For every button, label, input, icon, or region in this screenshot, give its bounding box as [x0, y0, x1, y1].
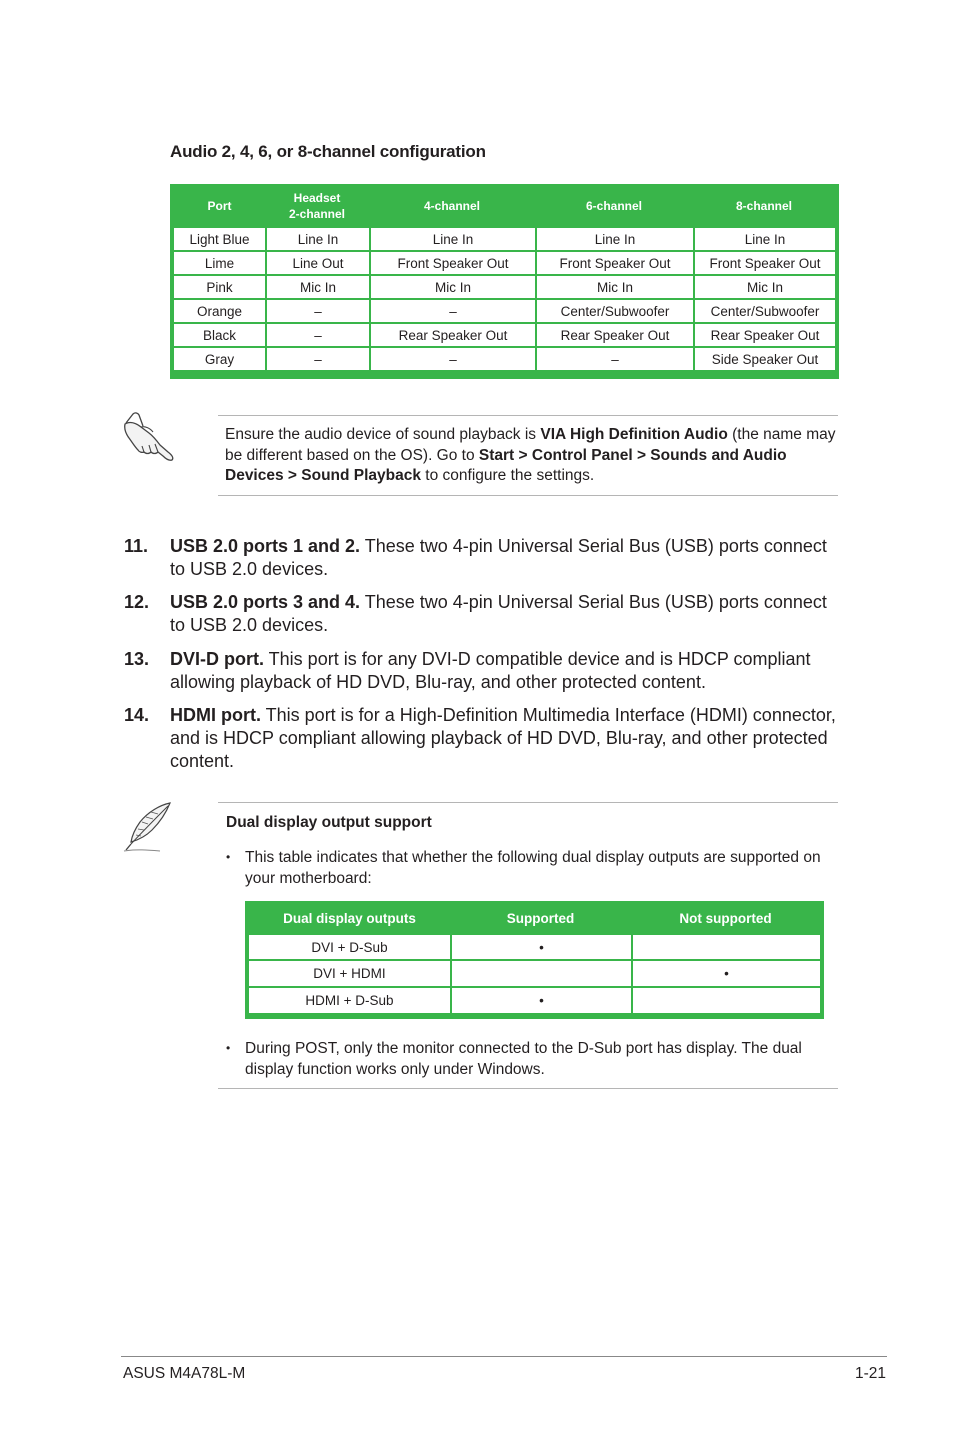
item-number: 11.	[124, 536, 149, 556]
bullet-dot: •	[226, 850, 231, 864]
table-row	[174, 322, 835, 346]
table-cell: Center/Subwoofer	[535, 298, 693, 322]
table-row	[174, 228, 835, 250]
note2-top-rule	[218, 802, 838, 803]
table-row	[249, 986, 820, 1013]
note1-top-rule	[218, 415, 838, 416]
item-number: 14.	[124, 705, 150, 725]
header-dual-outputs: Dual display outputs	[283, 910, 416, 926]
table-cell: Mic In	[535, 274, 693, 298]
table-cell	[450, 959, 631, 986]
item-text: This port is for a High-Definition Multimedia Interface (HDMI) connector, and is HDCP compliant allowing playback of HD DVD, Blu-ray, and other protected content.	[170, 705, 836, 771]
item-text: These two 4-pin Universal Serial Bus (USB) ports connect to USB 2.0 devices.	[170, 592, 827, 635]
note2-bottom-rule	[218, 1088, 838, 1089]
dual-table-header	[249, 901, 820, 935]
table-cell: –	[369, 346, 535, 370]
table-cell: DVI + D-Sub	[249, 935, 450, 959]
table-cell: Black	[174, 322, 265, 346]
table-cell: •	[450, 986, 631, 1013]
table-cell: Orange	[174, 298, 265, 322]
table-cell: Front Speaker Out	[693, 250, 835, 274]
table-cell: Mic In	[369, 274, 535, 298]
note1-text: Ensure the audio device of sound playback is VIA High Definition Audio (the name may be different based on the OS). Go to Start > Control Panel > Sounds and Audio Devices > Sound Playback to configure the settings.	[225, 426, 836, 484]
table-cell: Line In	[535, 228, 693, 250]
header-8-channel: 8-channel	[735, 199, 792, 213]
table-cell: Front Speaker Out	[369, 250, 535, 274]
table-cell: DVI + HDMI	[249, 959, 450, 986]
table-cell: Front Speaker Out	[535, 250, 693, 274]
bullet-dot: •	[226, 1041, 231, 1055]
table-row	[174, 346, 835, 370]
table-cell: Mic In	[693, 274, 835, 298]
list-item	[124, 591, 838, 637]
note2-bullet-2	[226, 1038, 826, 1080]
table-cell: –	[265, 298, 369, 322]
table-cell: –	[265, 346, 369, 370]
bullet-text: During POST, only the monitor connected to the D-Sub port has display. The dual display function works only under Windows.	[245, 1040, 802, 1078]
section-title: Audio 2, 4, 6, or 8-channel configuration	[170, 142, 486, 161]
item-lead: USB 2.0 ports 3 and 4.	[170, 592, 361, 612]
audio-table-header	[174, 184, 835, 228]
header-headset: Headset 2-channel	[288, 191, 345, 221]
table-cell	[631, 986, 820, 1013]
table-cell: Lime	[174, 250, 265, 274]
table-cell: Side Speaker Out	[693, 346, 835, 370]
audio-config-table	[170, 184, 839, 379]
table-cell: –	[369, 298, 535, 322]
table-row	[174, 274, 835, 298]
list-item	[124, 648, 838, 694]
table-cell: Line In	[369, 228, 535, 250]
bullet-text: This table indicates that whether the following dual display outputs are supported on your motherboard:	[245, 849, 821, 887]
dual-display-table	[245, 901, 824, 1019]
list-item	[124, 535, 838, 581]
table-cell: Mic In	[265, 274, 369, 298]
table-cell: •	[631, 959, 820, 986]
table-cell	[631, 935, 820, 959]
table-cell: Center/Subwoofer	[693, 298, 835, 322]
table-cell: –	[265, 322, 369, 346]
table-cell: HDMI + D-Sub	[249, 986, 450, 1013]
header-supported: Supported	[506, 910, 575, 926]
table-cell: Light Blue	[174, 228, 265, 250]
item-lead: HDMI port.	[170, 705, 261, 725]
footer-page-number: 1-21	[854, 1365, 886, 1382]
list-item	[124, 704, 838, 773]
header-not-supported: Not supported	[679, 910, 772, 926]
table-cell: Pink	[174, 274, 265, 298]
pointing-hand-icon	[122, 410, 178, 462]
table-cell: Line In	[265, 228, 369, 250]
item-text: These two 4-pin Universal Serial Bus (USB) ports connect to USB 2.0 devices.	[170, 536, 827, 579]
table-cell: Gray	[174, 346, 265, 370]
item-number: 13.	[124, 649, 150, 669]
table-row	[174, 250, 835, 274]
footer-rule	[121, 1356, 887, 1357]
table-row	[249, 959, 820, 986]
feather-pen-icon	[122, 800, 174, 854]
header-port: Port	[207, 199, 232, 213]
table-cell: Rear Speaker Out	[535, 322, 693, 346]
table-cell: Line Out	[265, 250, 369, 274]
item-lead: USB 2.0 ports 1 and 2.	[170, 536, 361, 556]
footer-product-name: ASUS M4A78L-M	[123, 1365, 246, 1382]
note2-bullet-1	[226, 847, 826, 889]
item-number: 12.	[124, 592, 150, 612]
item-lead: DVI-D port.	[170, 649, 264, 669]
table-cell: Line In	[693, 228, 835, 250]
item-text: This port is for any DVI-D compatible device and is HDCP compliant allowing playback of HD DVD, Blu-ray, and other protected content.	[170, 649, 811, 692]
table-row	[174, 298, 835, 322]
header-6-channel: 6-channel	[585, 199, 642, 213]
header-4-channel: 4-channel	[423, 199, 480, 213]
table-row	[249, 935, 820, 959]
table-cell: –	[535, 346, 693, 370]
table-cell: Rear Speaker Out	[369, 322, 535, 346]
note1-bottom-rule	[218, 495, 838, 496]
note2-heading: Dual display output support	[226, 814, 432, 831]
table-cell: •	[450, 935, 631, 959]
table-cell: Rear Speaker Out	[693, 322, 835, 346]
